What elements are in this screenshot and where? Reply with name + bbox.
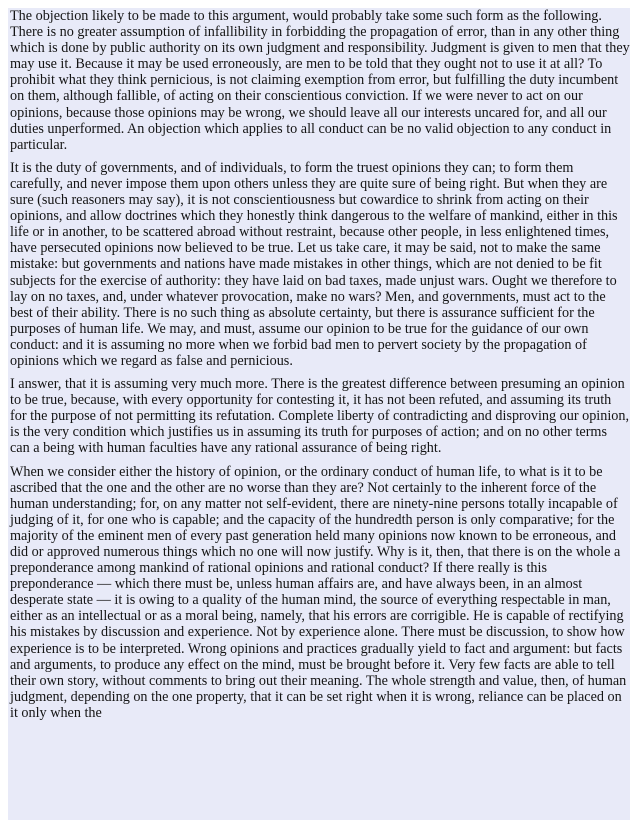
paragraph-1: The objection likely to be made to this argument, would probably take some such form as the following. There is no greater assumption of infallibility in forbidding the propagation of error, than in any other thing which is done by public authority on its own judgment and responsibility. Judgment is given to men that they may use it. Because it may be used erroneously, are men to be told that they ought not to use it at all? To prohibit what they think pernicious, is not claiming exemption from error, but fulfilling the duty incumbent on them, although fallible, of acting on their conscientious conviction. If we were never to act on our opinions, because those opinions may be wrong, we should leave all our interests uncared for, and all our duties unperformed. An objection which applies to all conduct can be no valid objection to any conduct in particular. xyxy=(10,8,630,153)
paragraph-2: It is the duty of governments, and of individuals, to form the truest opinions they can; to form them carefully, and never impose them upon others unless they are quite sure of being right. But when they are sure (such reasoners may say), it is not conscientiousness but cowardice to shrink from acting on their opinions, and allow doctrines which they honestly think dangerous to the welfare of mankind, either in this life or in another, to be scattered abroad without restraint, because other people, in less enlightened times, have persecuted opinions now believed to be true. Let us take care, it may be said, not to make the same mistake: but governments and nations have made mistakes in other things, which are not denied to be fit subjects for the exercise of authority: they have laid on bad taxes, made unjust wars. Ought we therefore to lay on no taxes, and, under whatever provocation, make no wars? Men, and governments, must act to the best of their ability. There is no such thing as absolute certainty, but there is assurance sufficient for the purposes of human life. We may, and must, assume our opinion to be true for the guidance of our own conduct: and it is assuming no more when we forbid bad men to pervert society by the propagation of opinions which we regard as false and pernicious. xyxy=(10,159,618,369)
document-page xyxy=(8,8,630,820)
paragraph-4: When we consider either the history of opinion, or the ordinary conduct of human life, to what is it to be ascribed that the one and the other are no worse than they are? Not certainly to the inherent force of the human understanding; for, on any matter not self-evident, there are ninety-nine persons totally incapable of judging of it, for one who is capable; and the capacity of the hundredth person is only comparative; for the majority of the eminent men of every past generation held many opinions now known to be erroneous, and did or approved numerous things which no one will now justify. Why is it, then, that there is on the whole a preponderance among mankind of rational opinions and rational conduct? If there really is this preponderance — which there must be, unless human affairs are, and have always been, in an almost desperate state — it is owing to a quality of the human mind, the source of everything respectable in man, either as an intellectual or as a moral being, namely, that his errors are corrigible. He is capable of rectifying his mistakes by discussion and experience. Not by experience alone. There must be discussion, to show how experience is to be interpreted. Wrong opinions and practices gradually yield to fact and argument: but facts and arguments, to produce any effect on the mind, must be brought before it. Very few facts are able to tell their own story, without comments to bring out their meaning. The whole strength and value, then, of human judgment, depending on the one property, that it can be set right when it is wrong, reliance can be placed on it only when the xyxy=(10,463,627,721)
paragraph-3: I answer, that it is assuming very much more. There is the greatest difference between presuming an opinion to be true, because, with every opportunity for contesting it, it has not been refuted, and assuming its truth for the purpose of not permitting its refutation. Complete liberty of contradicting and disproving our opinion, is the very condition which justifies us in assuming its truth for purposes of action; and on no other terms can a being with human faculties have any rational assurance of being right. xyxy=(10,376,630,457)
